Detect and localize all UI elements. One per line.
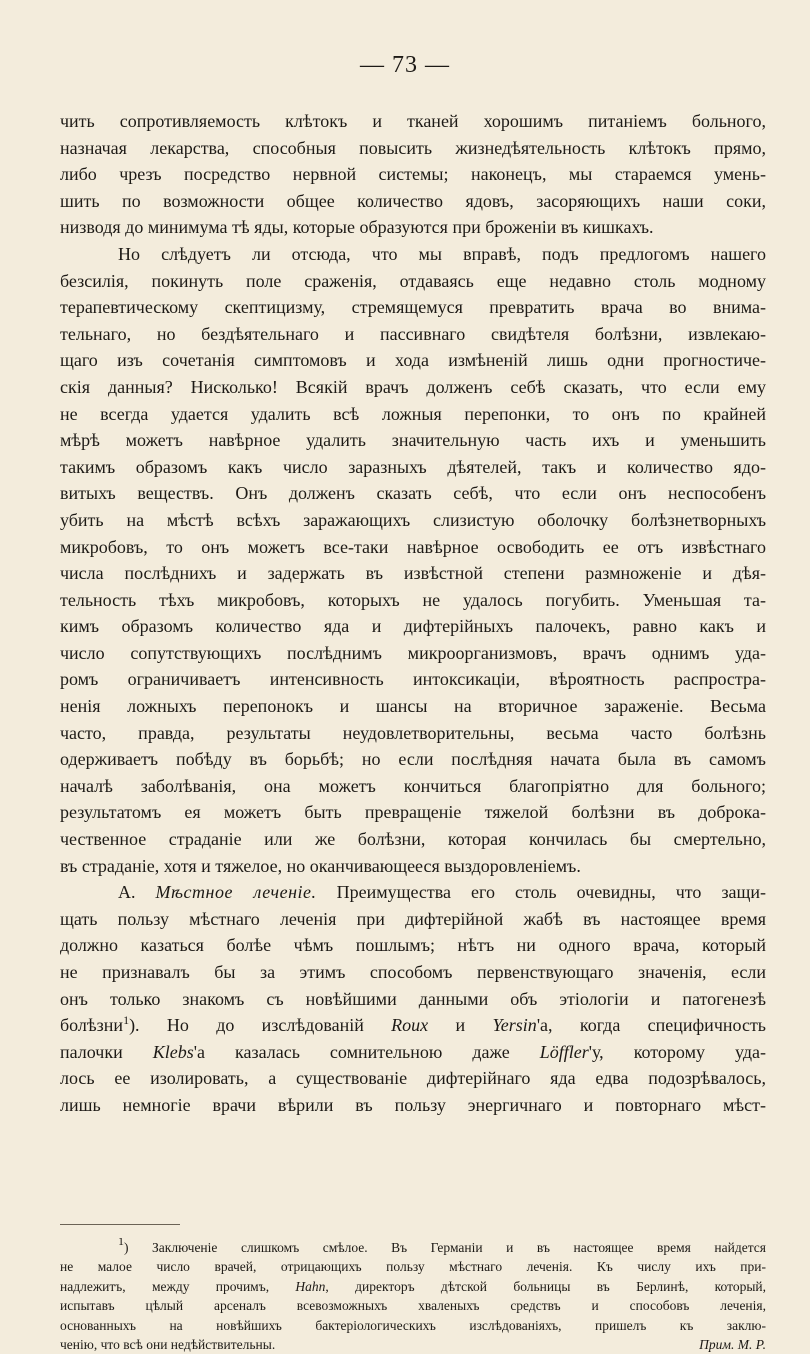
text-line: щаго изъ сочетанія симптомовъ и хода измѣненій лишь одни прогностиче-: [60, 350, 766, 371]
section-letter: А.: [118, 882, 136, 903]
text-fragment: ченію, что всѣ они недѣйствительны.: [60, 1336, 276, 1352]
section-title: Мѣстное леченіе.: [155, 882, 317, 903]
text-fragment: надлежитъ, между прочимъ,: [60, 1278, 270, 1294]
footnote-line: [60, 1277, 766, 1296]
footnote-line: не малое число врачей, отрицающихъ пользу мѣстнаго леченія. Къ числу ихъ при-: [60, 1259, 766, 1275]
text-line: лось ее изолировать, а существованіе дифтерійнаго яда едва подозрѣвалось,: [60, 1068, 766, 1089]
author-name-roux: Roux: [391, 1015, 429, 1036]
footnote-line: [60, 1335, 766, 1354]
text-line: назначая лекарства, способныя повысить жизнедѣятельность клѣтокъ прямо,: [60, 137, 766, 158]
text-fragment: ). Но до изслѣдованій: [129, 1015, 364, 1036]
text-fragment: , директоръ дѣтской больницы въ Берлинѣ, который,: [325, 1278, 766, 1294]
footnote-divider: [60, 1224, 180, 1225]
text-fragment: 'а казалась сомнительною даже: [193, 1041, 510, 1062]
footnote: [60, 1238, 766, 1354]
text-fragment: 'у, которому уда-: [588, 1041, 766, 1062]
text-line: ромъ ограничиваетъ интенсивность интоксикаціи, вѣроятность распростра-: [60, 669, 766, 690]
page-number: — 73 —: [360, 52, 450, 78]
text-line: въ страданіе, хотя и тяжелое, но оканчивающееся выздоровленіемъ.: [60, 855, 581, 876]
text-line: числа послѣднихъ и задержать въ извѣстной степени размноженіе и дѣя-: [60, 563, 766, 584]
text-line: микробовъ, то онъ можетъ все-таки навѣрное освободить ее отъ извѣстнаго: [60, 536, 766, 557]
text-line: не признавалъ бы за этимъ способомъ первенствующаго значенія, если: [60, 962, 766, 982]
footnote-line: основанныхъ на новѣйшихъ бактеріологическихъ изслѣдованіяхъ, пришелъ къ заклю-: [60, 1317, 766, 1333]
text-line: тельнаго, но бездѣятельнаго и пассивнаго свидѣтеля болѣзни, извлекаю-: [60, 323, 766, 344]
text-line: [60, 1012, 766, 1039]
text-line: кимъ образомъ количество яда и дифтерійныхъ палочекъ, равно какъ и: [60, 616, 766, 637]
footnote-signature: Прим. М. Р.: [699, 1336, 766, 1352]
author-name-hahn: Hahn: [295, 1278, 326, 1294]
footnote-line: [60, 1238, 766, 1257]
text-fragment: Преимущества его столь очевидны, что защи-: [336, 882, 766, 903]
text-line: тельность тѣхъ микробовъ, которыхъ не удалось погубить. Уменьшая та-: [60, 589, 766, 610]
text-line: шить по возможности общее количество ядовъ, засоряющихъ наши соки,: [60, 190, 766, 211]
text-line: должно казаться болѣе чѣмъ пошлымъ; нѣтъ ни одного врача, который: [60, 935, 766, 956]
text-line: число сопутствующихъ послѣднимъ микроорганизмовъ, врачъ однимъ уда-: [60, 642, 766, 663]
text-line: терапевтическому скептицизму, стремящемуся превратить врача во внима-: [60, 297, 766, 318]
text-line: убить на мѣстѣ всѣхъ заражающихъ слизистую оболочку болѣзнетворныхъ: [60, 509, 766, 530]
text-line: либо чрезъ посредство нервной системы; наконецъ, мы стараемся умень-: [60, 164, 766, 185]
footnote-line: испытавъ цѣлый арсеналъ всевозможныхъ хваленыхъ средствъ и способовъ леченія,: [60, 1298, 766, 1314]
text-line: чественное страданіе или же болѣзни, которая кончилась бы смертельно,: [60, 829, 766, 850]
text-line: часто, правда, результаты неудовлетворительны, весьма часто болѣзнь: [60, 722, 766, 743]
author-name-klebs: Klebs: [152, 1041, 194, 1062]
text-line: [60, 879, 766, 906]
text-line: [60, 1039, 766, 1066]
text-fragment: 'а, когда специфичность: [536, 1015, 766, 1036]
text-fragment: болѣзни: [60, 1015, 124, 1036]
text-line: онъ только знакомъ съ новѣйшими данными объ этіологіи и патогенезѣ: [60, 988, 766, 1009]
text-line: ненія ложныхъ перепонокъ и шансы на вторичное зараженіе. Весьма: [60, 696, 766, 717]
main-text: [60, 108, 766, 1119]
footnote-marker: 1: [118, 1238, 124, 1248]
text-fragment: палочки: [60, 1041, 123, 1062]
text-line: такимъ образомъ какъ число заразныхъ дѣятелей, такъ и количество ядо-: [60, 456, 766, 477]
text-fragment: ) Заключеніе слишкомъ смѣлое. Въ Германіи и въ настоящее время найдется: [124, 1240, 766, 1255]
footnote-reference[interactable]: 1: [123, 1013, 130, 1028]
text-line: чить сопротивляемость клѣтокъ и тканей хорошимъ питаніемъ больного,: [60, 111, 766, 131]
text-line: не всегда удается удалить всѣ ложныя перепонки, то онъ по крайней: [60, 403, 766, 424]
text-line: безсилія, покинуть поле сраженія, отдаваясь еще недавно столь модному: [60, 270, 766, 291]
author-name-loffler: Löffler: [539, 1041, 589, 1062]
text-line: низводя до минимума тѣ яды, которые образуются при броженіи въ кишкахъ.: [60, 217, 654, 238]
text-line: мѣрѣ можетъ навѣрное удалить значительную часть ихъ и уменьшить: [60, 430, 766, 451]
text-fragment: и: [455, 1015, 466, 1036]
text-line: результатомъ ея можетъ быть превращеніе тяжелой болѣзни въ доброка-: [60, 802, 766, 823]
text-line: одерживаетъ побѣду въ борьбѣ; но если послѣдняя начата была въ самомъ: [60, 749, 766, 770]
text-line: скія данныя? Нисколько! Всякій врачъ долженъ себѣ сказать, что если ему: [60, 376, 766, 397]
text-line: началѣ заболѣванія, она можетъ кончиться благопріятно для больного;: [60, 775, 766, 796]
text-line: Но слѣдуетъ ли отсюда, что мы вправѣ, подъ предлогомъ нашего: [118, 243, 766, 264]
text-line: витыхъ веществъ. Онъ долженъ сказать себѣ, что если онъ неспособенъ: [60, 483, 766, 504]
author-name-yersin: Yersin: [492, 1015, 537, 1036]
text-line: лишь немногіе врачи вѣрили въ пользу энергичнаго и повторнаго мѣст-: [60, 1094, 766, 1115]
text-line: щать пользу мѣстнаго леченія при дифтерійной жабѣ въ настоящее время: [60, 908, 766, 929]
